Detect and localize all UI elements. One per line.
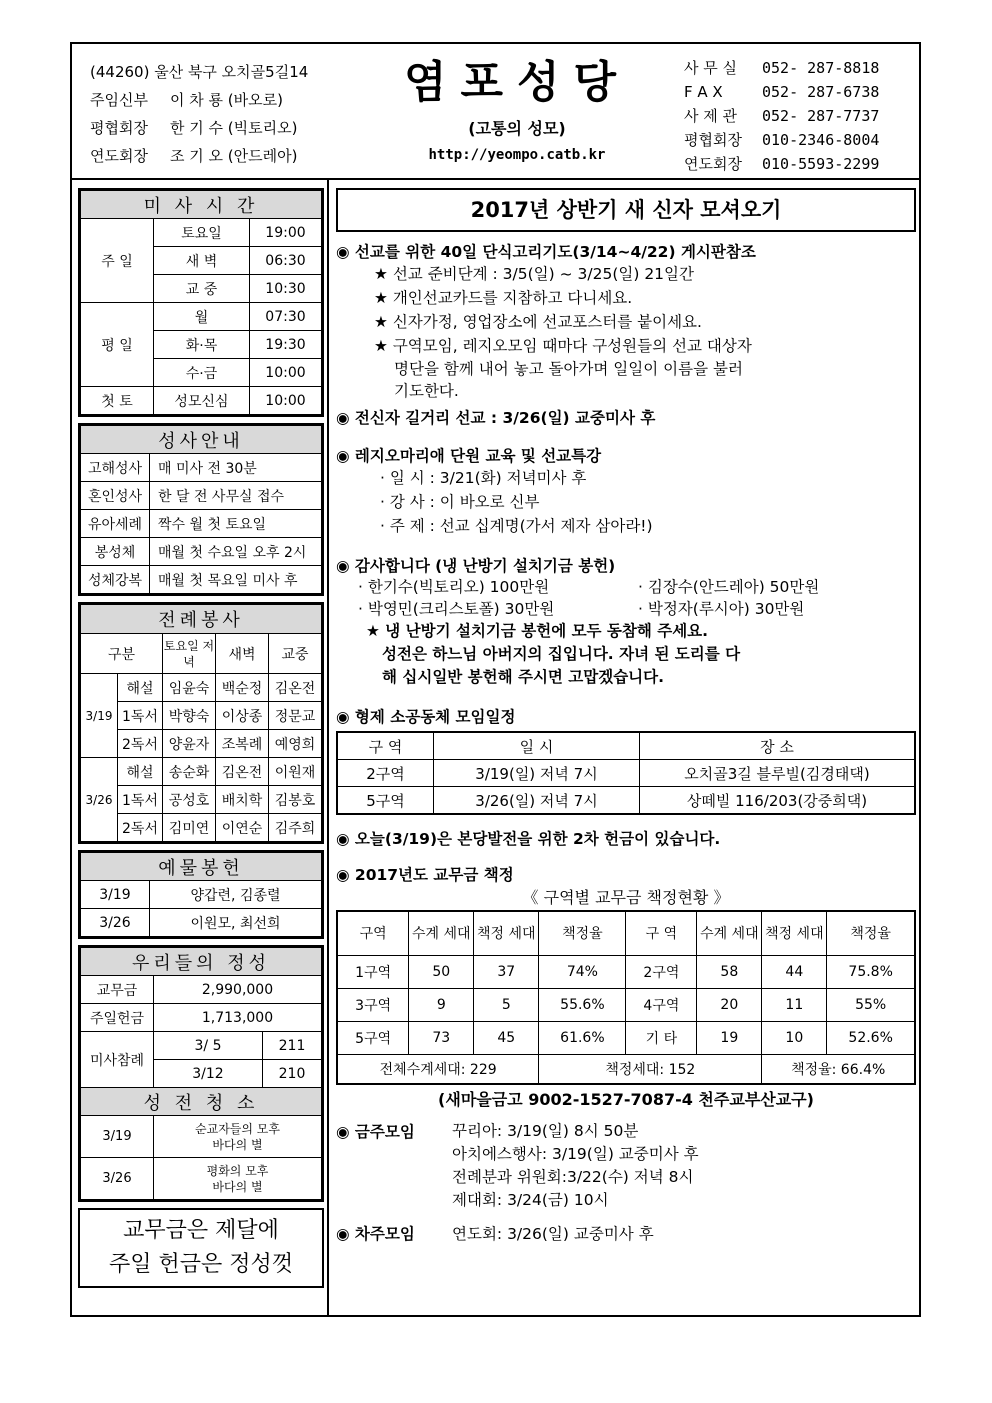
priest-name: 이 차 룡 (바오로) [170, 91, 283, 109]
liturgy-service [78, 602, 324, 844]
table-header: 수계 세대 [409, 911, 474, 955]
cleaning-group: 순교자들의 모후 [195, 1121, 280, 1136]
table-cell: 5구역 [337, 1021, 409, 1054]
header [72, 44, 919, 180]
table-header: 구역 [337, 911, 409, 955]
offering-box [78, 850, 324, 939]
contact-row [684, 152, 879, 176]
liturgy-role: 2독서 [118, 814, 163, 842]
thanks-heading: ◉ 감사합니다 (냉 난방기 설치기금 봉헌) [336, 557, 616, 575]
council-label: 평협회장 [90, 119, 148, 137]
sacrament-guide [78, 423, 324, 596]
table-header: 책정율 [539, 911, 626, 955]
second-collection-notice: ◉ 오늘(3/19)은 본당발전을 위한 2차 헌금이 있습니다. [336, 830, 721, 848]
offering-date: 3/26 [81, 909, 150, 937]
list-item-continued: 명단을 함께 내어 놓고 돌아가며 일일이 이름을 불러 [394, 360, 743, 378]
tithe-amount: 2,990,000 [154, 976, 322, 1004]
this-week-heading: ◉ 금주모임 [336, 1123, 415, 1141]
sacrament-detail: 한 달 전 사무실 접수 [150, 482, 322, 510]
mass-day: 교 중 [154, 275, 250, 303]
cleaning-group: 바다의 별 [212, 1137, 263, 1152]
total-row [337, 1054, 915, 1084]
table-header: 책정율 [827, 911, 915, 955]
liturgy-date: 3/19 [81, 674, 118, 758]
mass-time: 06:30 [249, 247, 321, 275]
mass-day: 새 벽 [154, 247, 250, 275]
table-cell: 2구역 [337, 760, 434, 787]
page-subtitle: (고통의 성모) [468, 119, 566, 138]
contact-row [684, 104, 879, 128]
table-cell: 75.8% [827, 955, 915, 988]
table-cell: 기 타 [626, 1021, 697, 1054]
sacrament-name: 혼인성사 [81, 482, 150, 510]
table-cell: 52.6% [827, 1021, 915, 1054]
sacrament-name: 성체강복 [81, 566, 150, 594]
liturgy-title: 전례봉사 [81, 605, 322, 634]
table-cell: 19 [697, 1021, 762, 1054]
meeting-item: 아치에스행사: 3/19(일) 교중미사 후 [452, 1145, 699, 1163]
liturgy-person: 백순정 [216, 674, 269, 702]
offering-date: 3/19 [81, 881, 150, 909]
website-link[interactable]: http://yeompo.catb.kr [428, 147, 606, 163]
firstsat-label: 첫 토 [81, 387, 154, 415]
list-item: ★ 구역모임, 레지오모임 때마다 구성원들의 선교 대상자 [374, 337, 752, 355]
sacrament-detail: 매 미사 전 30분 [150, 454, 322, 482]
table-cell: 5 [474, 988, 539, 1021]
donation-appeal: 해 십시일반 봉헌해 주시면 고맙겠습니다. [382, 668, 665, 686]
liturgy-person: 이연순 [216, 814, 269, 842]
table-header: 수계 세대 [697, 911, 762, 955]
table-cell: 오치골3길 블루빌(김경태댁) [640, 760, 916, 787]
list-item: · 주 제 : 선교 십계명(가서 제자 삼아라!) [380, 517, 653, 535]
liturgy-person: 송순화 [163, 758, 216, 786]
fasting-prayer-list [336, 262, 916, 358]
mass-schedule [78, 188, 324, 417]
liturgy-head: 새벽 [216, 634, 269, 674]
contact-phone: 052- 287-7737 [762, 107, 880, 125]
liturgy-person: 김봉호 [269, 786, 322, 814]
contact-phone: 052- 287-6738 [762, 83, 880, 101]
liturgy-person: 임윤숙 [163, 674, 216, 702]
sunday-label: 주 일 [81, 219, 154, 303]
legio-education-heading: ◉ 레지오마리애 단원 교육 및 선교특강 [336, 447, 602, 465]
sacrament-detail: 짝수 월 첫 토요일 [150, 510, 322, 538]
liturgy-head: 토요일 저녁 [163, 634, 216, 674]
tithe-assessment-heading: ◉ 2017년도 교무금 책정 [336, 866, 514, 884]
bank-account: (새마을금고 9002-1527-7087-4 천주교부산교구) [438, 1090, 814, 1109]
table-cell: 11 [762, 988, 827, 1021]
liturgy-person: 정문교 [269, 702, 322, 730]
table-cell: 73 [409, 1021, 474, 1054]
liturgy-person: 이상종 [216, 702, 269, 730]
sacrament-title: 성사안내 [81, 426, 322, 454]
mass-day: 토요일 [154, 219, 250, 247]
meeting-item: 전례분과 위원회:3/22(수) 저녁 8시 [452, 1168, 694, 1186]
community-table [336, 731, 916, 815]
elder-label: 연도회장 [90, 147, 148, 165]
contributions-box [78, 945, 324, 1202]
attendance-label: 미사참례 [81, 1032, 154, 1088]
liturgy-person: 박향숙 [163, 702, 216, 730]
mass-time: 19:00 [249, 219, 321, 247]
reminder-line: 주일 헌금은 정성껏 [108, 1252, 293, 1277]
mass-time: 10:00 [249, 387, 321, 415]
mass-title: 미 사 시 간 [81, 191, 322, 219]
right-column [336, 188, 916, 1244]
tithe-table-caption: 《 구역별 교무금 책정현황 》 [522, 888, 730, 907]
next-week-heading: ◉ 차주모임 [336, 1225, 415, 1243]
donor: · 김장수(안드레아) 50만원 [638, 578, 820, 596]
next-week-meetings [336, 1222, 916, 1244]
cleaning-title: 성 전 청 소 [81, 1088, 322, 1116]
contact-row [684, 80, 879, 104]
list-item: ★ 신자가정, 영업장소에 선교포스터를 붙이세요. [374, 313, 702, 331]
offering-names: 이원모, 최선희 [150, 909, 322, 937]
table-cell: 9 [409, 988, 474, 1021]
liturgy-person: 예영희 [269, 730, 322, 758]
contact-label: 연도회장 [684, 155, 742, 173]
donor: · 박정자(루시아) 30만원 [638, 600, 805, 618]
donor: · 한기수(빅토리오) 100만원 [358, 578, 550, 596]
liturgy-role: 1독서 [118, 702, 163, 730]
mass-time: 10:00 [249, 359, 321, 387]
table-row [337, 988, 915, 1021]
meeting-item: 연도회: 3/26(일) 교중미사 후 [452, 1225, 654, 1243]
liturgy-person: 김온전 [216, 758, 269, 786]
mass-day: 월 [154, 303, 250, 331]
sacrament-name: 고해성사 [81, 454, 150, 482]
contact-phone: 052- 287-8818 [762, 59, 880, 77]
attendance-count: 210 [263, 1060, 322, 1088]
total-cell: 책정율: 66.4% [762, 1054, 915, 1084]
contact-row [684, 128, 879, 152]
mass-time: 07:30 [249, 303, 321, 331]
table-cell: 3구역 [337, 988, 409, 1021]
weekday-label: 평 일 [81, 303, 154, 387]
table-cell: 20 [697, 988, 762, 1021]
mass-time: 19:30 [249, 331, 321, 359]
liturgy-person: 조복례 [216, 730, 269, 758]
offering-names: 양갑련, 김종렬 [150, 881, 322, 909]
table-cell: 44 [762, 955, 827, 988]
total-cell: 책정세대: 152 [539, 1054, 762, 1084]
sacrament-detail: 매월 첫 목요일 미사 후 [150, 566, 322, 594]
priest-label: 주임신부 [90, 91, 148, 109]
contact-list [684, 56, 879, 176]
legio-education-list [336, 466, 916, 538]
contact-phone: 010-2346-8004 [762, 131, 880, 149]
donor: · 박영민(크리스토폴) 30만원 [358, 600, 555, 618]
table-cell: 2구역 [626, 955, 697, 988]
contact-row [684, 56, 879, 80]
table-header: 장 소 [640, 732, 916, 760]
liturgy-person: 김미연 [163, 814, 216, 842]
donation-appeal: 성전은 하느님 아버지의 집입니다. 자녀 된 도리를 다 [382, 645, 741, 663]
community-heading: ◉ 형제 소공동체 모임일정 [336, 708, 516, 726]
donation-appeal: ★ 냉 난방기 설치기금 봉헌에 모두 동참해 주세요. [366, 622, 709, 640]
table-cell: 74% [539, 955, 626, 988]
liturgy-date: 3/26 [81, 758, 118, 842]
contact-label: 사 무 실 [684, 59, 738, 77]
table-row [337, 1021, 915, 1054]
attendance-count: 211 [263, 1032, 322, 1060]
table-header: 구 역 [626, 911, 697, 955]
liturgy-head: 구분 [81, 634, 163, 674]
table-cell: 37 [474, 955, 539, 988]
main-title: 2017년 상반기 새 신자 모셔오기 [336, 188, 916, 232]
table-cell: 45 [474, 1021, 539, 1054]
liturgy-person: 공성호 [163, 786, 216, 814]
column-divider [327, 180, 329, 1315]
table-cell: 4구역 [626, 988, 697, 1021]
elder-name: 조 기 오 (안드레아) [170, 147, 298, 165]
contact-label: 사 제 관 [684, 107, 738, 125]
table-cell: 10 [762, 1021, 827, 1054]
mass-time: 10:30 [249, 275, 321, 303]
table-row [337, 787, 915, 815]
liturgy-role: 해설 [118, 674, 163, 702]
table-cell: 55% [827, 988, 915, 1021]
sacrament-name: 봉성체 [81, 538, 150, 566]
attendance-date: 3/12 [154, 1060, 263, 1088]
offering-title: 예물봉헌 [81, 853, 322, 881]
contact-label: F A X [684, 83, 723, 101]
table-cell: 55.6% [539, 988, 626, 1021]
reminder-box [78, 1208, 324, 1288]
liturgy-head: 교중 [269, 634, 322, 674]
contributions-title: 우리들의 정성 [81, 948, 322, 976]
table-header: 구 역 [337, 732, 434, 760]
sacrament-name: 유아세례 [81, 510, 150, 538]
liturgy-role: 2독서 [118, 730, 163, 758]
parish-info [90, 58, 308, 170]
table-row [337, 760, 915, 787]
fasting-prayer-heading: ◉ 선교를 위한 40일 단식고리기도(3/14~4/22) 게시판참조 [336, 243, 756, 261]
liturgy-person: 배치학 [216, 786, 269, 814]
page-title: 염포성당 [403, 57, 630, 108]
cleaning-group: 평화의 모후 [206, 1163, 269, 1178]
list-item: ★ 선교 준비단계 : 3/5(일) ~ 3/25(일) 21일간 [374, 265, 694, 283]
table-header: 책정 세대 [474, 911, 539, 955]
reminder-line: 교무금은 제달에 [123, 1218, 279, 1243]
cleaning-group: 바다의 별 [212, 1179, 263, 1194]
liturgy-person: 김주희 [269, 814, 322, 842]
cleaning-date: 3/19 [81, 1116, 154, 1158]
liturgy-person: 양윤자 [163, 730, 216, 758]
table-cell: 61.6% [539, 1021, 626, 1054]
tithe-label: 교무금 [81, 976, 154, 1004]
liturgy-role: 해설 [118, 758, 163, 786]
list-item: · 강 사 : 이 바오로 신부 [380, 493, 540, 511]
table-cell: 1구역 [337, 955, 409, 988]
sunday-offering-amount: 1,713,000 [154, 1004, 322, 1032]
contact-label: 평협회장 [684, 131, 742, 149]
table-cell: 5구역 [337, 787, 434, 815]
contact-phone: 010-5593-2299 [762, 155, 880, 173]
table-row [337, 955, 915, 988]
donor-row [336, 576, 916, 598]
bulletin-frame [70, 42, 921, 1317]
sacrament-detail: 매월 첫 수요일 오후 2시 [150, 538, 322, 566]
left-column [78, 188, 324, 1288]
meeting-item: 꾸리아: 3/19(일) 8시 50분 [452, 1122, 639, 1140]
meeting-item: 제대회: 3/24(금) 10시 [452, 1191, 609, 1209]
table-cell: 3/19(일) 저녁 7시 [434, 760, 640, 787]
tithe-table [336, 910, 916, 1085]
attendance-date: 3/ 5 [154, 1032, 263, 1060]
mass-day: 화·목 [154, 331, 250, 359]
donor-row [336, 598, 916, 620]
table-cell: 3/26(일) 저녁 7시 [434, 787, 640, 815]
list-item: ★ 개인선교카드를 지참하고 다니세요. [374, 289, 633, 307]
address: (44260) 울산 북구 오치골5길14 [90, 63, 309, 81]
council-name: 한 기 수 (빅토리오) [170, 119, 298, 137]
table-header: 일 시 [434, 732, 640, 760]
mass-day: 수·금 [154, 359, 250, 387]
total-cell: 전체수계세대: 229 [337, 1054, 539, 1084]
table-cell: 50 [409, 955, 474, 988]
liturgy-person: 이원재 [269, 758, 322, 786]
table-cell: 58 [697, 955, 762, 988]
sunday-offering-label: 주일헌금 [81, 1004, 154, 1032]
this-week-meetings [336, 1120, 916, 1212]
mass-day: 성모신심 [154, 387, 250, 415]
title-block [392, 56, 642, 163]
cleaning-date: 3/26 [81, 1158, 154, 1200]
liturgy-role: 1독서 [118, 786, 163, 814]
table-header: 책정 세대 [762, 911, 827, 955]
street-mission-heading: ◉ 전신자 길거리 선교 : 3/26(일) 교중미사 후 [336, 409, 656, 427]
table-cell: 상떼빌 116/203(강중희댁) [640, 787, 916, 815]
list-item: · 일 시 : 3/21(화) 저녁미사 후 [380, 469, 587, 487]
liturgy-person: 김온전 [269, 674, 322, 702]
list-item-continued: 기도한다. [394, 382, 459, 400]
